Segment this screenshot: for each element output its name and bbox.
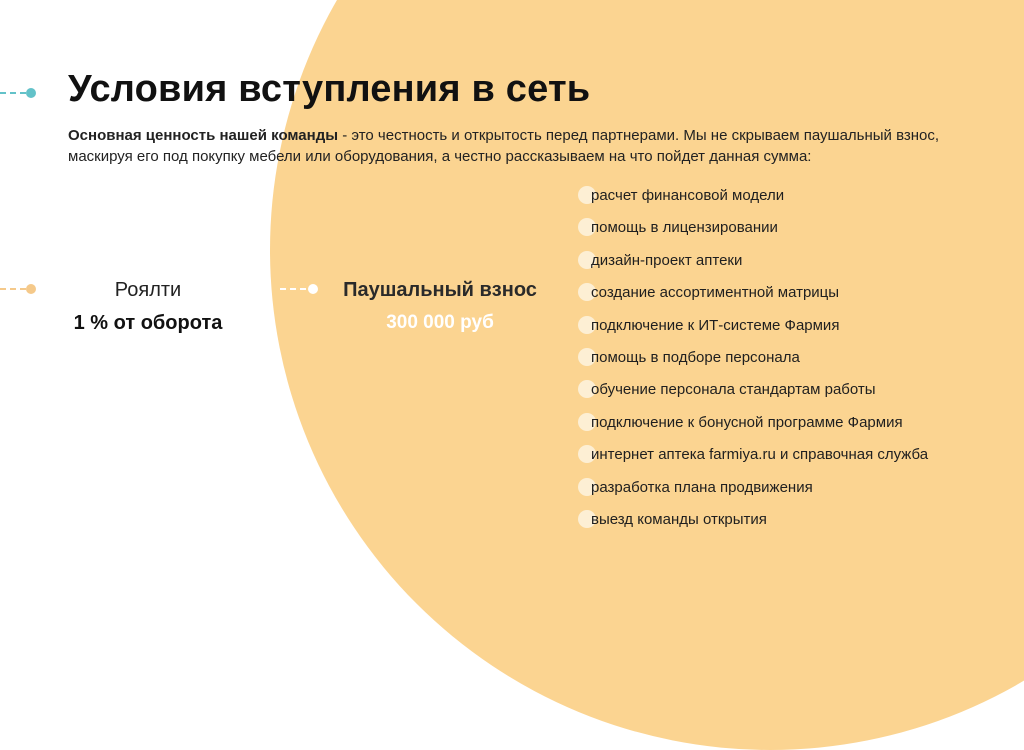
service-label: выезд команды открытия <box>591 510 767 528</box>
list-item <box>578 439 928 471</box>
service-label: помощь в подборе персонала <box>591 348 800 366</box>
title-connector-dots <box>0 92 36 94</box>
intro-text <box>68 125 968 167</box>
service-label: подключение к ИТ-системе Фармия <box>591 316 840 334</box>
list-item <box>578 277 928 309</box>
list-item <box>578 245 928 277</box>
service-label: дизайн-проект аптеки <box>591 251 743 269</box>
list-item <box>578 472 928 504</box>
fee-block <box>330 278 550 334</box>
list-item <box>578 504 928 536</box>
list-item <box>578 407 928 439</box>
royalty-label: Роялти <box>114 279 182 301</box>
service-label: интернет аптека farmiya.ru и справочная служба <box>591 446 929 464</box>
service-label: обучение персонала стандартам работы <box>591 381 876 399</box>
list-item <box>578 180 928 212</box>
service-label: разработка плана продвижения <box>591 478 813 496</box>
service-label: расчет финансовой модели <box>591 187 785 204</box>
service-label: подключение к бонусной программе Фармия <box>591 413 903 431</box>
service-label: помощь в лицензировании <box>591 219 778 237</box>
list-item <box>578 342 928 374</box>
service-label: создание ассортиментной матрицы <box>591 284 840 302</box>
page-title: Условия вступления в сеть <box>68 68 591 110</box>
royalty-value: 1 % от оборота <box>73 312 223 334</box>
list-item <box>578 212 928 244</box>
list-item <box>578 374 928 406</box>
fee-value: 300 000 руб <box>386 312 494 333</box>
fee-connector-dots <box>280 288 318 290</box>
royalty-block <box>50 278 246 335</box>
intro-bold: Основная ценность нашей команды <box>68 127 339 144</box>
royalty-connector-dots <box>0 288 36 290</box>
fee-label: Паушальный взнос <box>343 279 537 301</box>
intro-rest: - это честность и открытость перед партнерами. Мы не скрываем паушальный взнос, маскируя его под покупку мебели или оборудования, а честно рассказываем на что пойдет данная сумма: <box>68 127 940 165</box>
list-item <box>578 310 928 342</box>
services-list <box>578 180 928 536</box>
